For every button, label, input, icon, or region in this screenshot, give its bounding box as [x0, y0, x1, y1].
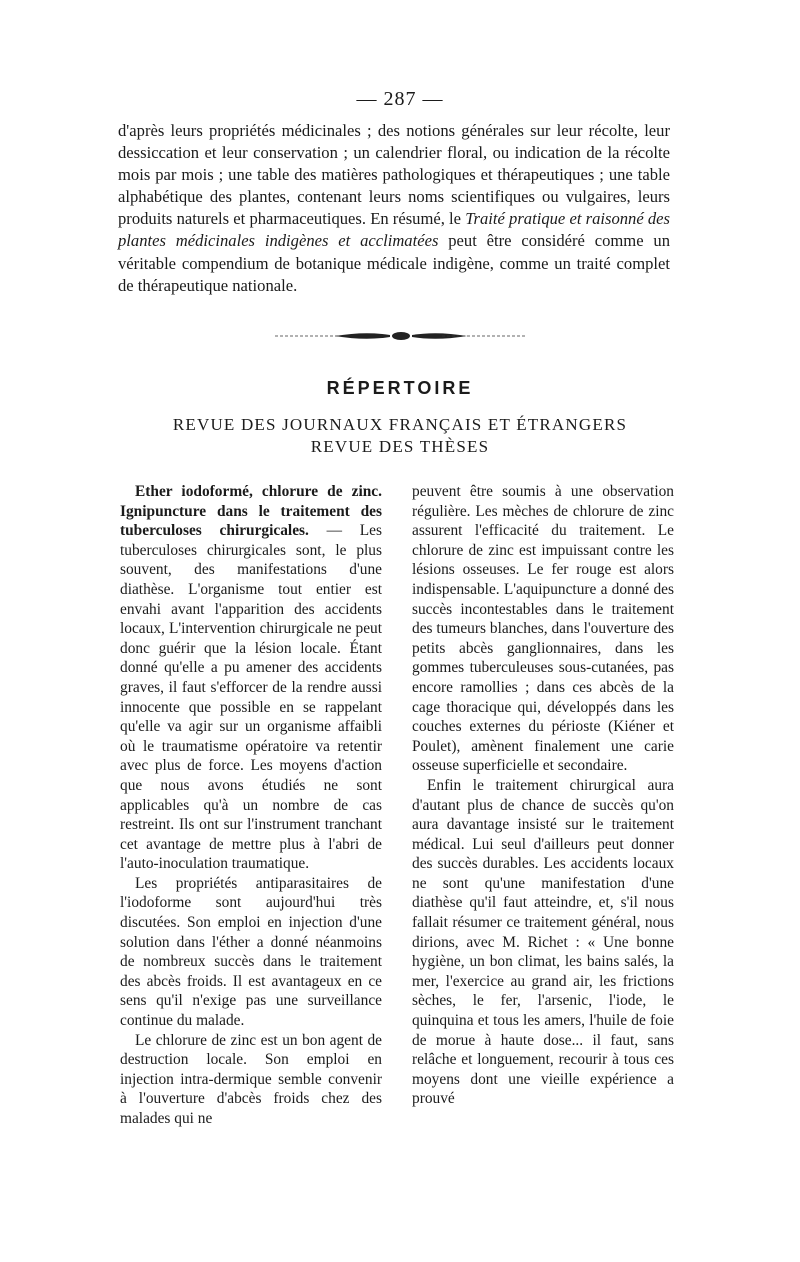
- article-paragraph: Les propriétés antiparasitaires de l'iodoforme sont aujourd'hui très discutées. Son emploi en injection d'une solution dans l'éther a donné néanmoins de nombreux succès dans le traitement des abcès froids. Il est avantageux en ce sens qu'il n'exige pas une surveillance continue du malade.: [120, 874, 382, 1030]
- intro-text-start: d'après leurs propriétés médicinales ; des notions générales sur leur récolte, leur dessiccation et leur conservation ; un calendrier floral, ou indication de la récolte mois par mois ; une table des matières pathologiques et thérapeutiques ; une table alphabétique des plantes, contenant leurs noms scientifiques ou vulgaires, leurs produits naturels et pharmaceutiques. En résumé, le: [118, 121, 670, 229]
- left-column: [120, 482, 382, 1129]
- section-title: RÉPERTOIRE: [326, 378, 474, 398]
- article-text: — Les tuberculoses chirurgicales sont, le plus souvent, des manifestations d'une diathèse. L'organisme tout entier est envahi avant l'apparition des accidents locaux, L'intervention chirurgicale ne peut donc guérir que la lésion locale. Étant donné qu'elle a pu amener des accidents graves, il faut s'efforcer de la rendre aussi innocente que possible en se rappelant qu'elle va agir sur un organisme affaibli où le traumatisme opératoire va retentir avec plus de force. Les moyens d'action que nous avons étudiés ne sont applicables qu'à un nombre de cas restreint. Ils ont sur l'instrument tranchant cet avantage de mettre plus à l'abri de l'auto-inoculation traumatique.: [120, 522, 383, 873]
- intro-paragraph: [118, 120, 670, 297]
- article-paragraph: Enfin le traitement chirurgical aura d'autant plus de chance de succès qu'on aura davantage insisté sur le traitement médical. Lui seul d'ailleurs peut donner des succès durables. Les accidents locaux ne sont qu'une manifestation d'une diathèse qu'il faut atteindre, et, s'il nous fallait résumer ce traitement général, nous dirions, avec M. Richet : « Une bonne hygiène, un bon climat, les bains salés, la mer, l'exercice au grand air, les frictions sèches, le fer, l'arsenic, l'iode, le quinquina et tous les amers, l'huile de foie de morue à haute dose... il faut, sans relâche et longuement, recourir à tous ces moyens dont une vieille expérience a prouvé: [412, 776, 674, 1108]
- article-paragraph: [120, 482, 382, 874]
- article-paragraph: peuvent être soumis à une observation régulière. Les mèches de chlorure de zinc assurent l'efficacité du traitement. Le chlorure de zinc est impuissant contre les lésions osseuses. Le fer rouge est alors indispensable. L'aquipuncture a donné des succès incontestables dans le traitement des tumeurs blanches, dans l'ouverture des petits abcès ganglionnaires, dans les gommes tuberculeuses sous-cutanées, pas encore ramollies ; dans ces abcès de la cage thoracique qui, développés dans les couches externes du périoste (Kiéner et Poulet), amènent finalement une carie osseuse superficielle et secondaire.: [412, 483, 674, 775]
- article-paragraph: Le chlorure de zinc est un bon agent de destruction locale. Son emploi en injection intra-dermique semble convenir à l'ouverture d'abcès froids chez des malades qui ne: [120, 1031, 382, 1127]
- book-title-italic: Traité pratique et raisonné des plantes médicinales indigènes et acclimatées: [118, 209, 670, 251]
- section-subtitle-journals: REVUE DES JOURNAUX FRANÇAIS ET ÉTRANGERS: [172, 415, 628, 434]
- intro-text-end: peut être considéré comme un véritable compendium de botanique médicale indigène, comme un traité complet de thérapeutique nationale.: [118, 231, 670, 295]
- section-subtitle-theses: REVUE DES THÈSES: [310, 437, 490, 456]
- article-title: Ether iodoformé, chlorure de zinc. Ignipuncture dans le traitement des tuberculoses chirurgicales.: [120, 483, 382, 540]
- ornament-divider: [275, 329, 527, 343]
- page-number: — 287 —: [356, 88, 444, 110]
- right-column: [412, 482, 674, 1109]
